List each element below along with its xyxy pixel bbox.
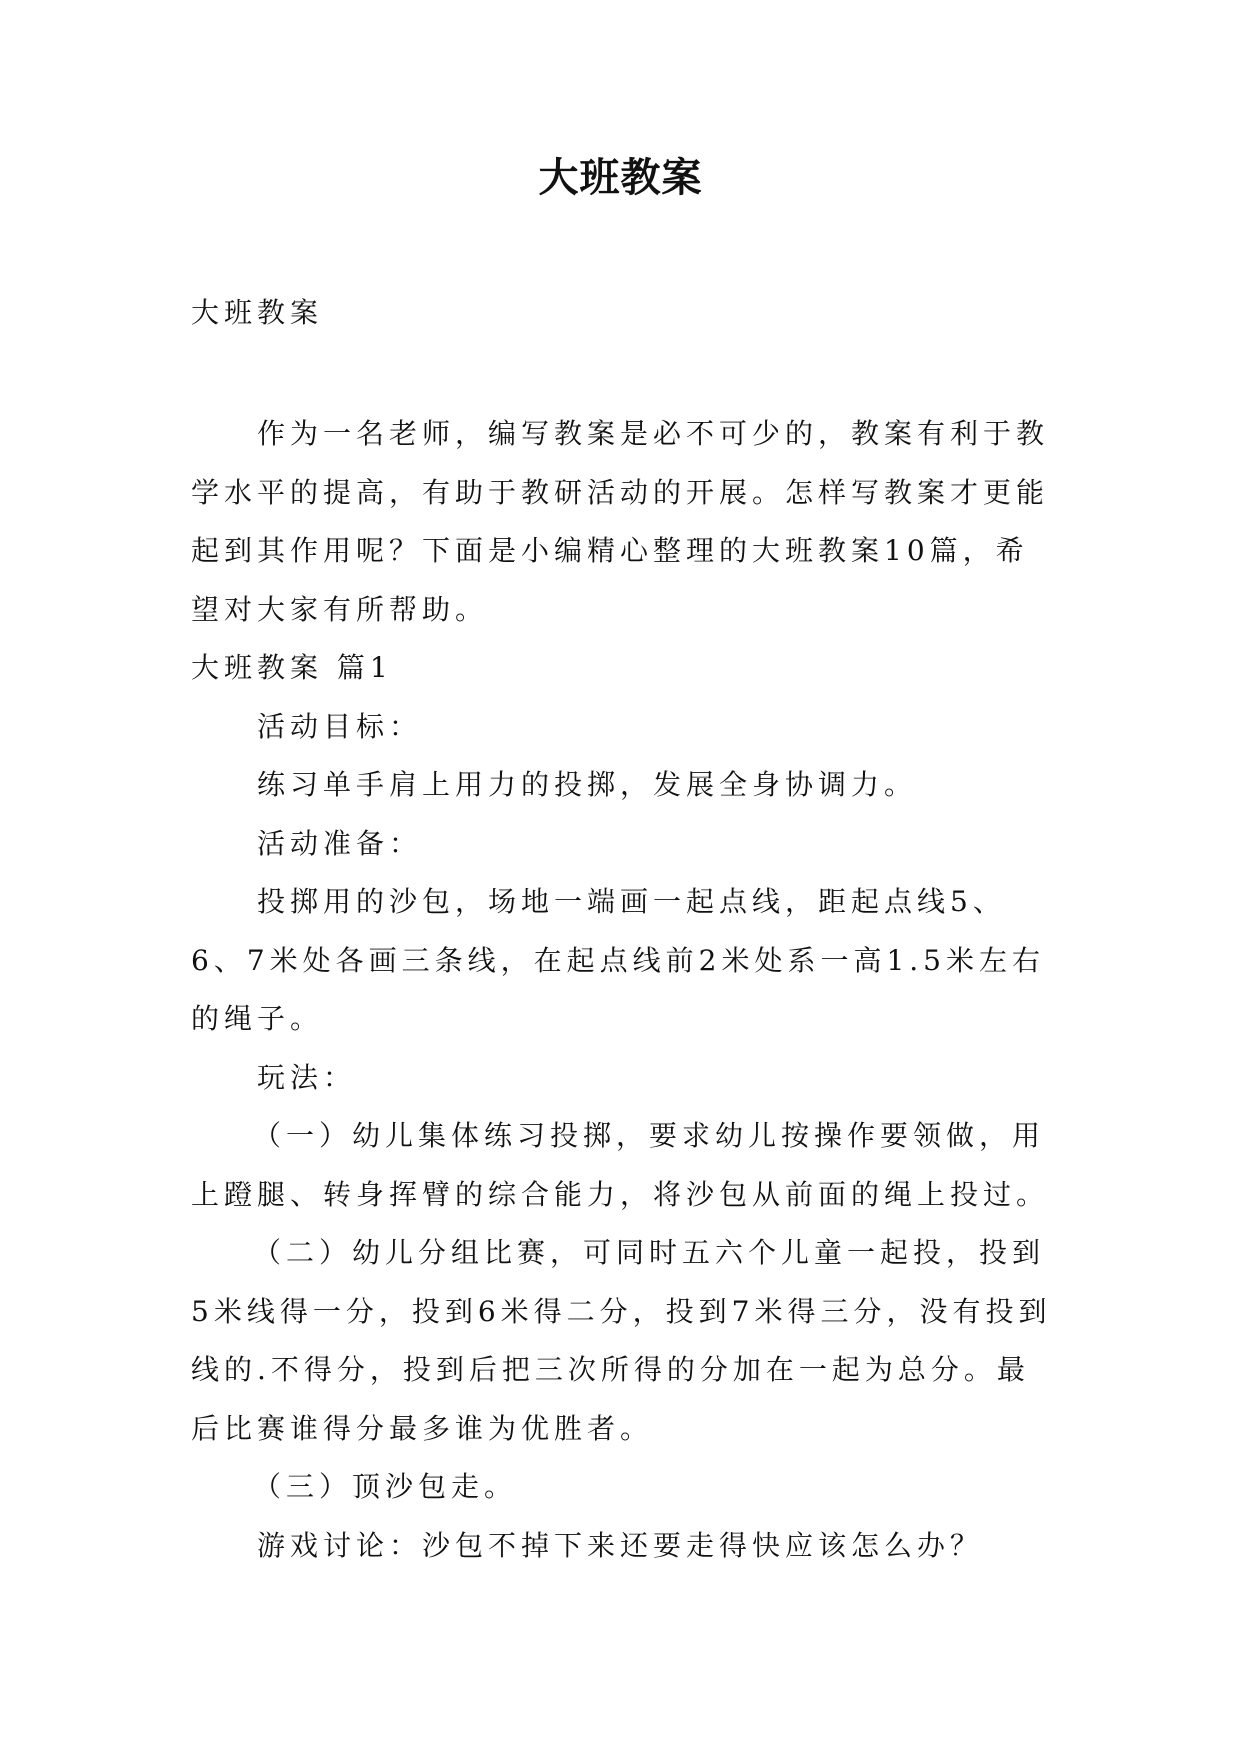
- paragraph-game-discussion: 游戏讨论：沙包不掉下来还要走得快应该怎么办？: [257, 1528, 984, 1562]
- paragraph-activity-prep-label: 活动准备：: [257, 826, 423, 860]
- paragraph-play-step-1: （一）幼儿集体练习投掷，要求幼儿按操作要领做，用上蹬腿、转身挥臂的综合能力，将沙包从前面的绳上投过。: [191, 1119, 1050, 1211]
- paragraph-activity-goal: 练习单手肩上用力的投掷，发展全身协调力。: [257, 768, 918, 801]
- paragraph-activity-prep: 投掷用的沙包，场地一端画一起点线，距起点线5、6、7米处各画三条线，在起点线前2米处系一高1.5米左右的绳子。: [191, 885, 1045, 1035]
- paragraph-play-label: 玩法：: [257, 1060, 357, 1094]
- paragraph-play-step-3: （三）顶沙包走。: [253, 1470, 518, 1503]
- paragraph-play-step-2: （二）幼儿分组比赛，可同时五六个儿童一起投，投到5米线得一分，投到6米得二分，投到7米得三分，没有投到线的.不得分，投到后把三次所得的分加在一起为总分。最后比赛谁得分最多谁为优胜者。: [191, 1236, 1052, 1445]
- paragraph-activity-goal-label: 活动目标：: [257, 709, 423, 743]
- section-heading: 大班教案 篇1: [191, 651, 393, 684]
- document-title: 大班教案: [538, 155, 703, 201]
- intro-paragraph: 作为一名老师，编写教案是必不可少的，教案有利于教学水平的提高，有助于教研活动的开展。怎样写教案才更能起到其作用呢？下面是小编精心整理的大班教案10篇，希望对大家有所帮助。: [191, 417, 1050, 626]
- document-body: [191, 405, 1053, 1575]
- document-subtitle: 大班教案: [191, 296, 324, 329]
